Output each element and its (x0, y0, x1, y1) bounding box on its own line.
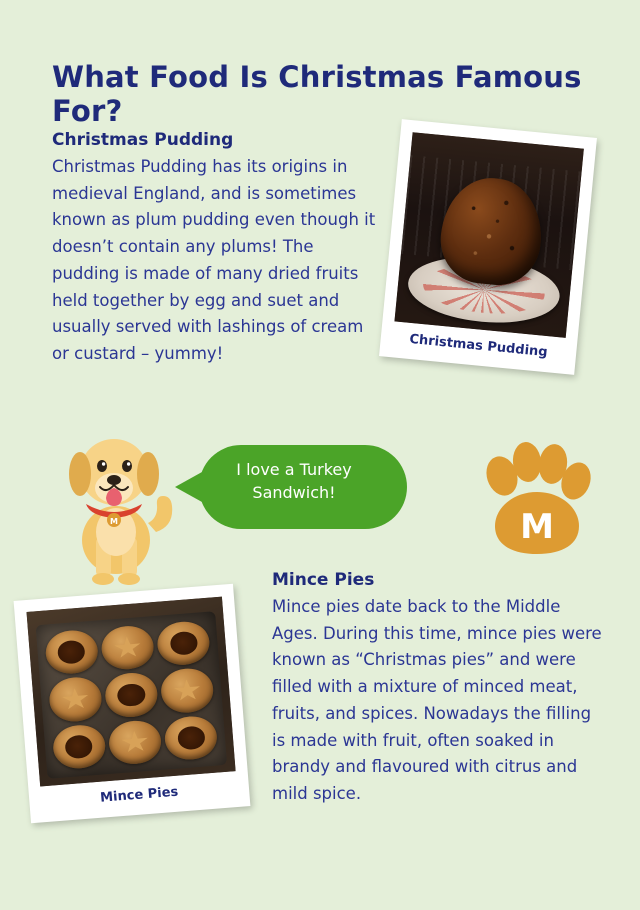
christmas-pudding-caption: Christmas Pudding (408, 331, 549, 361)
mince-pies-image (26, 597, 235, 787)
mince-pies-caption: Mince Pies (99, 784, 179, 806)
baking-tray (35, 611, 227, 779)
christmas-pudding-image (394, 132, 583, 338)
pie (100, 624, 155, 671)
pie (51, 723, 106, 770)
page-title: What Food Is Christmas Famous For? (52, 60, 582, 128)
section-heading-mince-pies: Mince Pies (272, 570, 375, 590)
pie (44, 629, 99, 676)
pie (48, 676, 103, 723)
section-mince-pies (272, 570, 602, 808)
pie (156, 620, 211, 667)
dog-illustration (44, 412, 194, 587)
pie (163, 714, 218, 761)
section-body-mince-pies: Mince pies date back to the Middle Ages. During this time, mince pies were known as “Christmas pies” and were filled with a mixture of minced meat, fruits, and spices. Nowadays the filling is made with fruit, often soaked in brandy and flavoured with citrus and mild spice. (272, 597, 602, 804)
pie (107, 719, 162, 766)
christmas-pudding-photo (379, 119, 597, 375)
pie (160, 667, 215, 714)
pies-grid (35, 611, 227, 779)
mince-pies-photo (14, 584, 251, 824)
paw-logo-letter: M (520, 507, 554, 547)
section-christmas-pudding (52, 130, 382, 368)
pie (104, 671, 159, 718)
section-heading-christmas-pudding: Christmas Pudding (52, 130, 234, 150)
speech-bubble-text: I love a Turkey Sandwich! (236, 460, 352, 503)
paw-logo (478, 440, 596, 560)
svg-text:M: M (110, 517, 118, 526)
section-body-christmas-pudding: Christmas Pudding has its origins in medieval England, and is sometimes known as plum pudding even though it doesn’t contain any plums! The pudding is made of many dried fruits held together by egg and suet and usually served with lashings of cream or custard – yummy! (52, 157, 376, 364)
